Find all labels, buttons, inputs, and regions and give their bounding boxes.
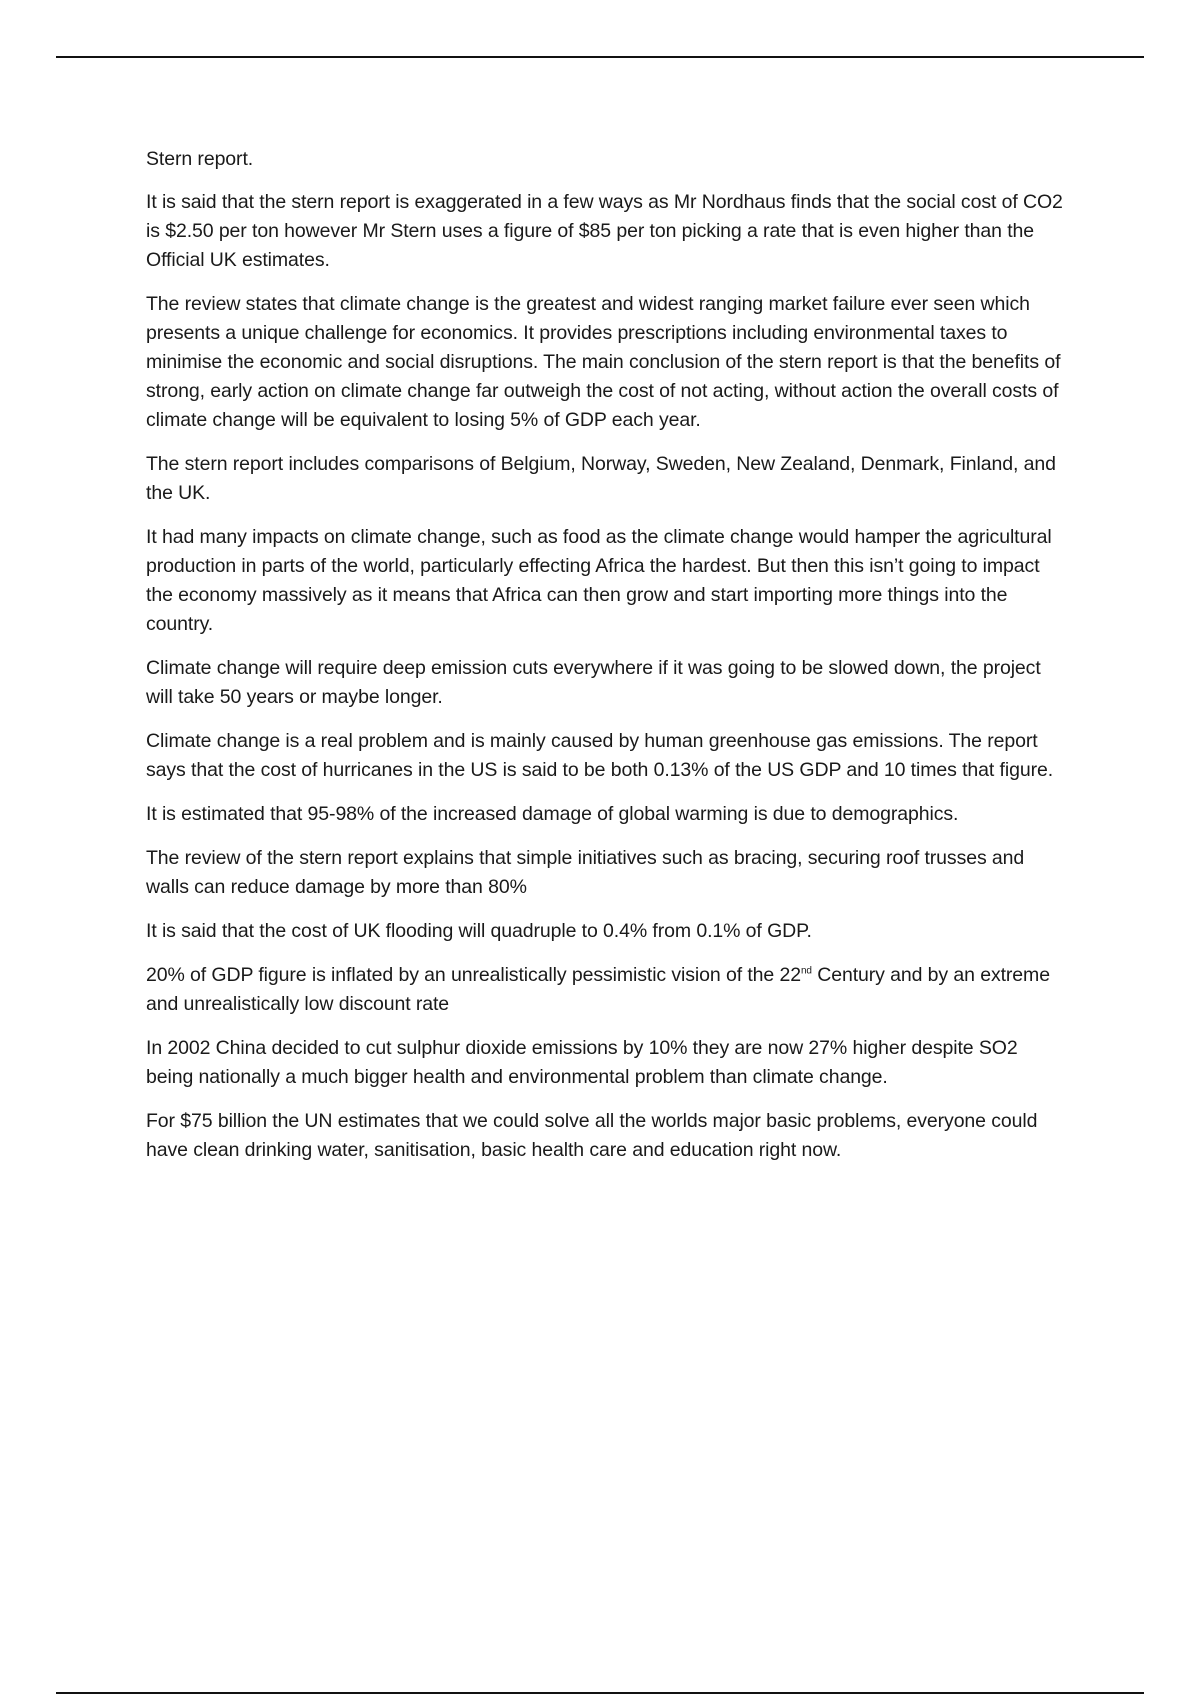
paragraph-market-failure: The review states that climate change is the greatest and widest ranging market failure ever seen which presents a unique challenge for economics. It provides prescriptions including environmental taxes to minimise the economic and social disruptions. The main conclusion of the stern report is that the benefits of strong, early action on climate change far outweigh the cost of not acting, without action the overall costs of climate change will be equivalent to losing 5% of GDP each year. xyxy=(146,293,1061,431)
footer-rule xyxy=(56,1692,1144,1694)
header-rule xyxy=(56,56,1144,58)
document-body xyxy=(146,145,1066,1180)
paragraph-comparisons: The stern report includes comparisons of Belgium, Norway, Sweden, New Zealand, Denmark, Finland, and the UK. xyxy=(146,453,1056,504)
paragraph-flooding: It is said that the cost of UK flooding will quadruple to 0.4% from 0.1% of GDP. xyxy=(146,920,812,942)
century-text-after: Century and by an extreme and unrealistically low discount rate xyxy=(146,964,1050,1015)
paragraph-impacts: It had many impacts on climate change, such as food as the climate change would hamper the agricultural production in parts of the world, particularly effecting Africa the hardest. But then this isn’t going to impact the economy massively as it means that Africa can then grow and start importing more things into the country. xyxy=(146,526,1052,635)
paragraph-initiatives: The review of the stern report explains that simple initiatives such as bracing, securing roof trusses and walls can reduce damage by more than 80% xyxy=(146,847,1025,898)
paragraph-gdp-century xyxy=(146,961,1066,1019)
paragraph-emission-cuts: Climate change will require deep emission cuts everywhere if it was going to be slowed down, the project will take 50 years or maybe longer. xyxy=(146,657,1041,708)
century-text-before: 20% of GDP figure is inflated by an unrealistically pessimistic vision of the 22 xyxy=(146,964,801,986)
document-title: Stern report. xyxy=(146,148,254,170)
paragraph-hurricanes: Climate change is a real problem and is mainly caused by human greenhouse gas emissions. The report says that the cost of hurricanes in the US is said to be both 0.13% of the US GDP and 10 times that figure. xyxy=(146,730,1054,781)
paragraph-un-estimate: For $75 billion the UN estimates that we could solve all the worlds major basic problems, everyone could have clean drinking water, sanitisation, basic health care and education right now. xyxy=(146,1110,1038,1161)
paragraph-china: In 2002 China decided to cut sulphur dioxide emissions by 10% they are now 27% higher despite SO2 being nationally a much bigger health and environmental problem than climate change. xyxy=(146,1037,1018,1088)
paragraph-demographics: It is estimated that 95-98% of the increased damage of global warming is due to demographics. xyxy=(146,803,959,825)
paragraph-social-cost: It is said that the stern report is exaggerated in a few ways as Mr Nordhaus finds that the social cost of CO2 is $2.50 per ton however Mr Stern uses a figure of $85 per ton picking a rate that is even higher than the Official UK estimates. xyxy=(146,191,1063,271)
century-superscript: nd xyxy=(800,965,812,977)
